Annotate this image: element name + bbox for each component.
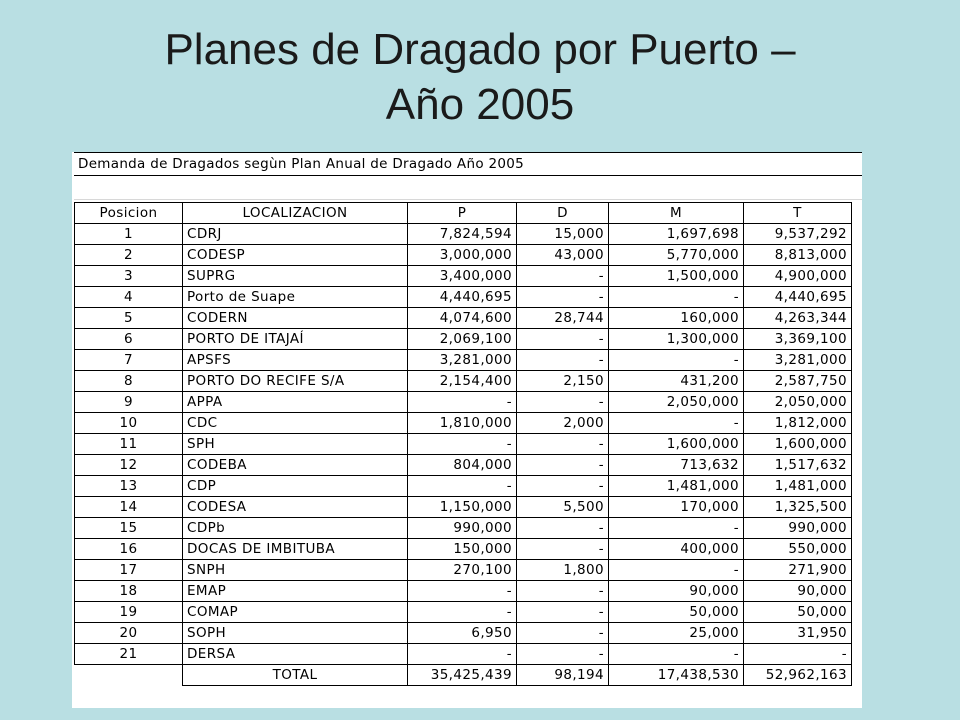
cell-t: 9,537,292 — [744, 224, 852, 245]
cell-p: 4,074,600 — [408, 308, 517, 329]
table-row — [75, 623, 852, 644]
cell-loc: CODEBA — [183, 455, 408, 476]
table-row — [75, 224, 852, 245]
cell-d: - — [517, 392, 609, 413]
cell-loc: SUPRG — [183, 266, 408, 287]
cell-t: 4,440,695 — [744, 287, 852, 308]
cell-d: - — [517, 581, 609, 602]
cell-p: 2,154,400 — [408, 371, 517, 392]
cell-pos: 8 — [75, 371, 183, 392]
cell-d: - — [517, 644, 609, 665]
cell-d: - — [517, 476, 609, 497]
cell-loc: APPA — [183, 392, 408, 413]
cell-loc: CDP — [183, 476, 408, 497]
cell-p: 270,100 — [408, 560, 517, 581]
cell-m: 160,000 — [609, 308, 744, 329]
cell-m: - — [609, 644, 744, 665]
cell-t: - — [744, 644, 852, 665]
cell-m: 5,770,000 — [609, 245, 744, 266]
cell-p: 150,000 — [408, 539, 517, 560]
cell-d: - — [517, 539, 609, 560]
slide-title-line-2: Año 2005 — [385, 80, 575, 129]
cell-d: - — [517, 287, 609, 308]
cell-d: 2,150 — [517, 371, 609, 392]
table-row — [75, 560, 852, 581]
cell-m: 1,600,000 — [609, 434, 744, 455]
cell-p: 990,000 — [408, 518, 517, 539]
cell-t: 4,900,000 — [744, 266, 852, 287]
cell-d: 1,800 — [517, 560, 609, 581]
table-row — [75, 434, 852, 455]
cell-t: 2,587,750 — [744, 371, 852, 392]
header-row — [75, 203, 852, 224]
cell-loc: APSFS — [183, 350, 408, 371]
cell-t: 990,000 — [744, 518, 852, 539]
cell-pos: 14 — [75, 497, 183, 518]
slide-title-line-1: Planes de Dragado por Puerto – — [164, 25, 796, 74]
cell-m: 1,697,698 — [609, 224, 744, 245]
cell-d: 43,000 — [517, 245, 609, 266]
cell-t: 4,263,344 — [744, 308, 852, 329]
cell-pos: 20 — [75, 623, 183, 644]
table-row — [75, 392, 852, 413]
table-row — [75, 329, 852, 350]
table-row — [75, 518, 852, 539]
cell-p: - — [408, 602, 517, 623]
cell-m: 1,500,000 — [609, 266, 744, 287]
header-p: P — [408, 203, 517, 224]
cell-loc: PORTO DO RECIFE S/A — [183, 371, 408, 392]
spreadsheet-image — [72, 152, 862, 708]
cell-loc: SNPH — [183, 560, 408, 581]
cell-m: - — [609, 560, 744, 581]
cell-pos: 3 — [75, 266, 183, 287]
header-pos: Posicion — [75, 203, 183, 224]
sheet-caption: Demanda de Dragados segùn Plan Anual de Dragado Año 2005 — [74, 152, 862, 176]
cell-t: 550,000 — [744, 539, 852, 560]
cell-p: 804,000 — [408, 455, 517, 476]
cell-loc: DOCAS DE IMBITUBA — [183, 539, 408, 560]
cell-pos: 11 — [75, 434, 183, 455]
cell-d: - — [517, 350, 609, 371]
cell-t: 1,812,000 — [744, 413, 852, 434]
cell-d: 28,744 — [517, 308, 609, 329]
cell-pos: 1 — [75, 224, 183, 245]
cell-loc: EMAP — [183, 581, 408, 602]
cell-pos: 13 — [75, 476, 183, 497]
cell-pos: 15 — [75, 518, 183, 539]
cell-pos: 7 — [75, 350, 183, 371]
total-label: TOTAL — [183, 665, 408, 686]
cell-loc: CDRJ — [183, 224, 408, 245]
total-d: 98,194 — [517, 665, 609, 686]
cell-loc: CODESA — [183, 497, 408, 518]
cell-m: 1,300,000 — [609, 329, 744, 350]
cell-d: - — [517, 329, 609, 350]
cell-loc: SOPH — [183, 623, 408, 644]
cell-p: 6,950 — [408, 623, 517, 644]
cell-loc: Porto de Suape — [183, 287, 408, 308]
cell-loc: CODESP — [183, 245, 408, 266]
cell-d: - — [517, 434, 609, 455]
cell-loc: PORTO DE ITAJAÍ — [183, 329, 408, 350]
cell-t: 3,281,000 — [744, 350, 852, 371]
total-row — [75, 665, 852, 686]
cell-pos: 4 — [75, 287, 183, 308]
cell-t: 271,900 — [744, 560, 852, 581]
cell-p: 3,281,000 — [408, 350, 517, 371]
table-row — [75, 413, 852, 434]
cell-p: - — [408, 434, 517, 455]
cell-m: 1,481,000 — [609, 476, 744, 497]
cell-p: 3,400,000 — [408, 266, 517, 287]
cell-pos: 5 — [75, 308, 183, 329]
cell-t: 31,950 — [744, 623, 852, 644]
cell-loc: CDC — [183, 413, 408, 434]
cell-p: - — [408, 644, 517, 665]
cell-d: - — [517, 518, 609, 539]
cell-loc: DERSA — [183, 644, 408, 665]
table-row — [75, 245, 852, 266]
cell-pos: 12 — [75, 455, 183, 476]
cell-d: - — [517, 455, 609, 476]
total-t: 52,962,163 — [744, 665, 852, 686]
cell-t: 50,000 — [744, 602, 852, 623]
cell-p: 1,150,000 — [408, 497, 517, 518]
cell-m: 25,000 — [609, 623, 744, 644]
cell-t: 8,813,000 — [744, 245, 852, 266]
table-row — [75, 602, 852, 623]
cell-p: 4,440,695 — [408, 287, 517, 308]
header-t: T — [744, 203, 852, 224]
cell-p: - — [408, 476, 517, 497]
cell-d: - — [517, 623, 609, 644]
cell-loc: CDPb — [183, 518, 408, 539]
cell-pos: 10 — [75, 413, 183, 434]
cell-m: 400,000 — [609, 539, 744, 560]
table-row — [75, 539, 852, 560]
cell-d: 5,500 — [517, 497, 609, 518]
cell-m: 50,000 — [609, 602, 744, 623]
cell-m: 2,050,000 — [609, 392, 744, 413]
cell-pos: 18 — [75, 581, 183, 602]
table-row — [75, 497, 852, 518]
cell-pos: 2 — [75, 245, 183, 266]
cell-p: 2,069,100 — [408, 329, 517, 350]
cell-pos: 17 — [75, 560, 183, 581]
table-row — [75, 287, 852, 308]
cell-pos: 9 — [75, 392, 183, 413]
table-row — [75, 371, 852, 392]
cell-t: 1,481,000 — [744, 476, 852, 497]
total-m: 17,438,530 — [609, 665, 744, 686]
cell-pos: 19 — [75, 602, 183, 623]
header-m: M — [609, 203, 744, 224]
cell-pos: 21 — [75, 644, 183, 665]
total-blank-cell — [75, 665, 183, 686]
cell-p: 3,000,000 — [408, 245, 517, 266]
cell-pos: 16 — [75, 539, 183, 560]
table-row — [75, 455, 852, 476]
cell-d: - — [517, 602, 609, 623]
total-p: 35,425,439 — [408, 665, 517, 686]
cell-m: 431,200 — [609, 371, 744, 392]
table-row — [75, 266, 852, 287]
blank-row — [74, 176, 862, 200]
cell-t: 1,325,500 — [744, 497, 852, 518]
cell-t: 90,000 — [744, 581, 852, 602]
cell-t: 1,600,000 — [744, 434, 852, 455]
cell-d: 15,000 — [517, 224, 609, 245]
table-row — [75, 350, 852, 371]
cell-pos: 6 — [75, 329, 183, 350]
dredging-table — [74, 202, 852, 686]
cell-loc: CODERN — [183, 308, 408, 329]
cell-t: 3,369,100 — [744, 329, 852, 350]
table-row — [75, 476, 852, 497]
cell-d: 2,000 — [517, 413, 609, 434]
table-row — [75, 644, 852, 665]
cell-d: - — [517, 266, 609, 287]
cell-loc: COMAP — [183, 602, 408, 623]
cell-m: 713,632 — [609, 455, 744, 476]
cell-p: - — [408, 581, 517, 602]
cell-p: - — [408, 392, 517, 413]
header-d: D — [517, 203, 609, 224]
slide-title — [0, 22, 960, 132]
cell-m: - — [609, 287, 744, 308]
cell-m: 90,000 — [609, 581, 744, 602]
table-row — [75, 581, 852, 602]
cell-p: 7,824,594 — [408, 224, 517, 245]
header-loc: LOCALIZACION — [183, 203, 408, 224]
cell-m: - — [609, 350, 744, 371]
cell-t: 1,517,632 — [744, 455, 852, 476]
table-row — [75, 308, 852, 329]
cell-loc: SPH — [183, 434, 408, 455]
cell-t: 2,050,000 — [744, 392, 852, 413]
cell-p: 1,810,000 — [408, 413, 517, 434]
cell-m: - — [609, 413, 744, 434]
cell-m: 170,000 — [609, 497, 744, 518]
cell-m: - — [609, 518, 744, 539]
